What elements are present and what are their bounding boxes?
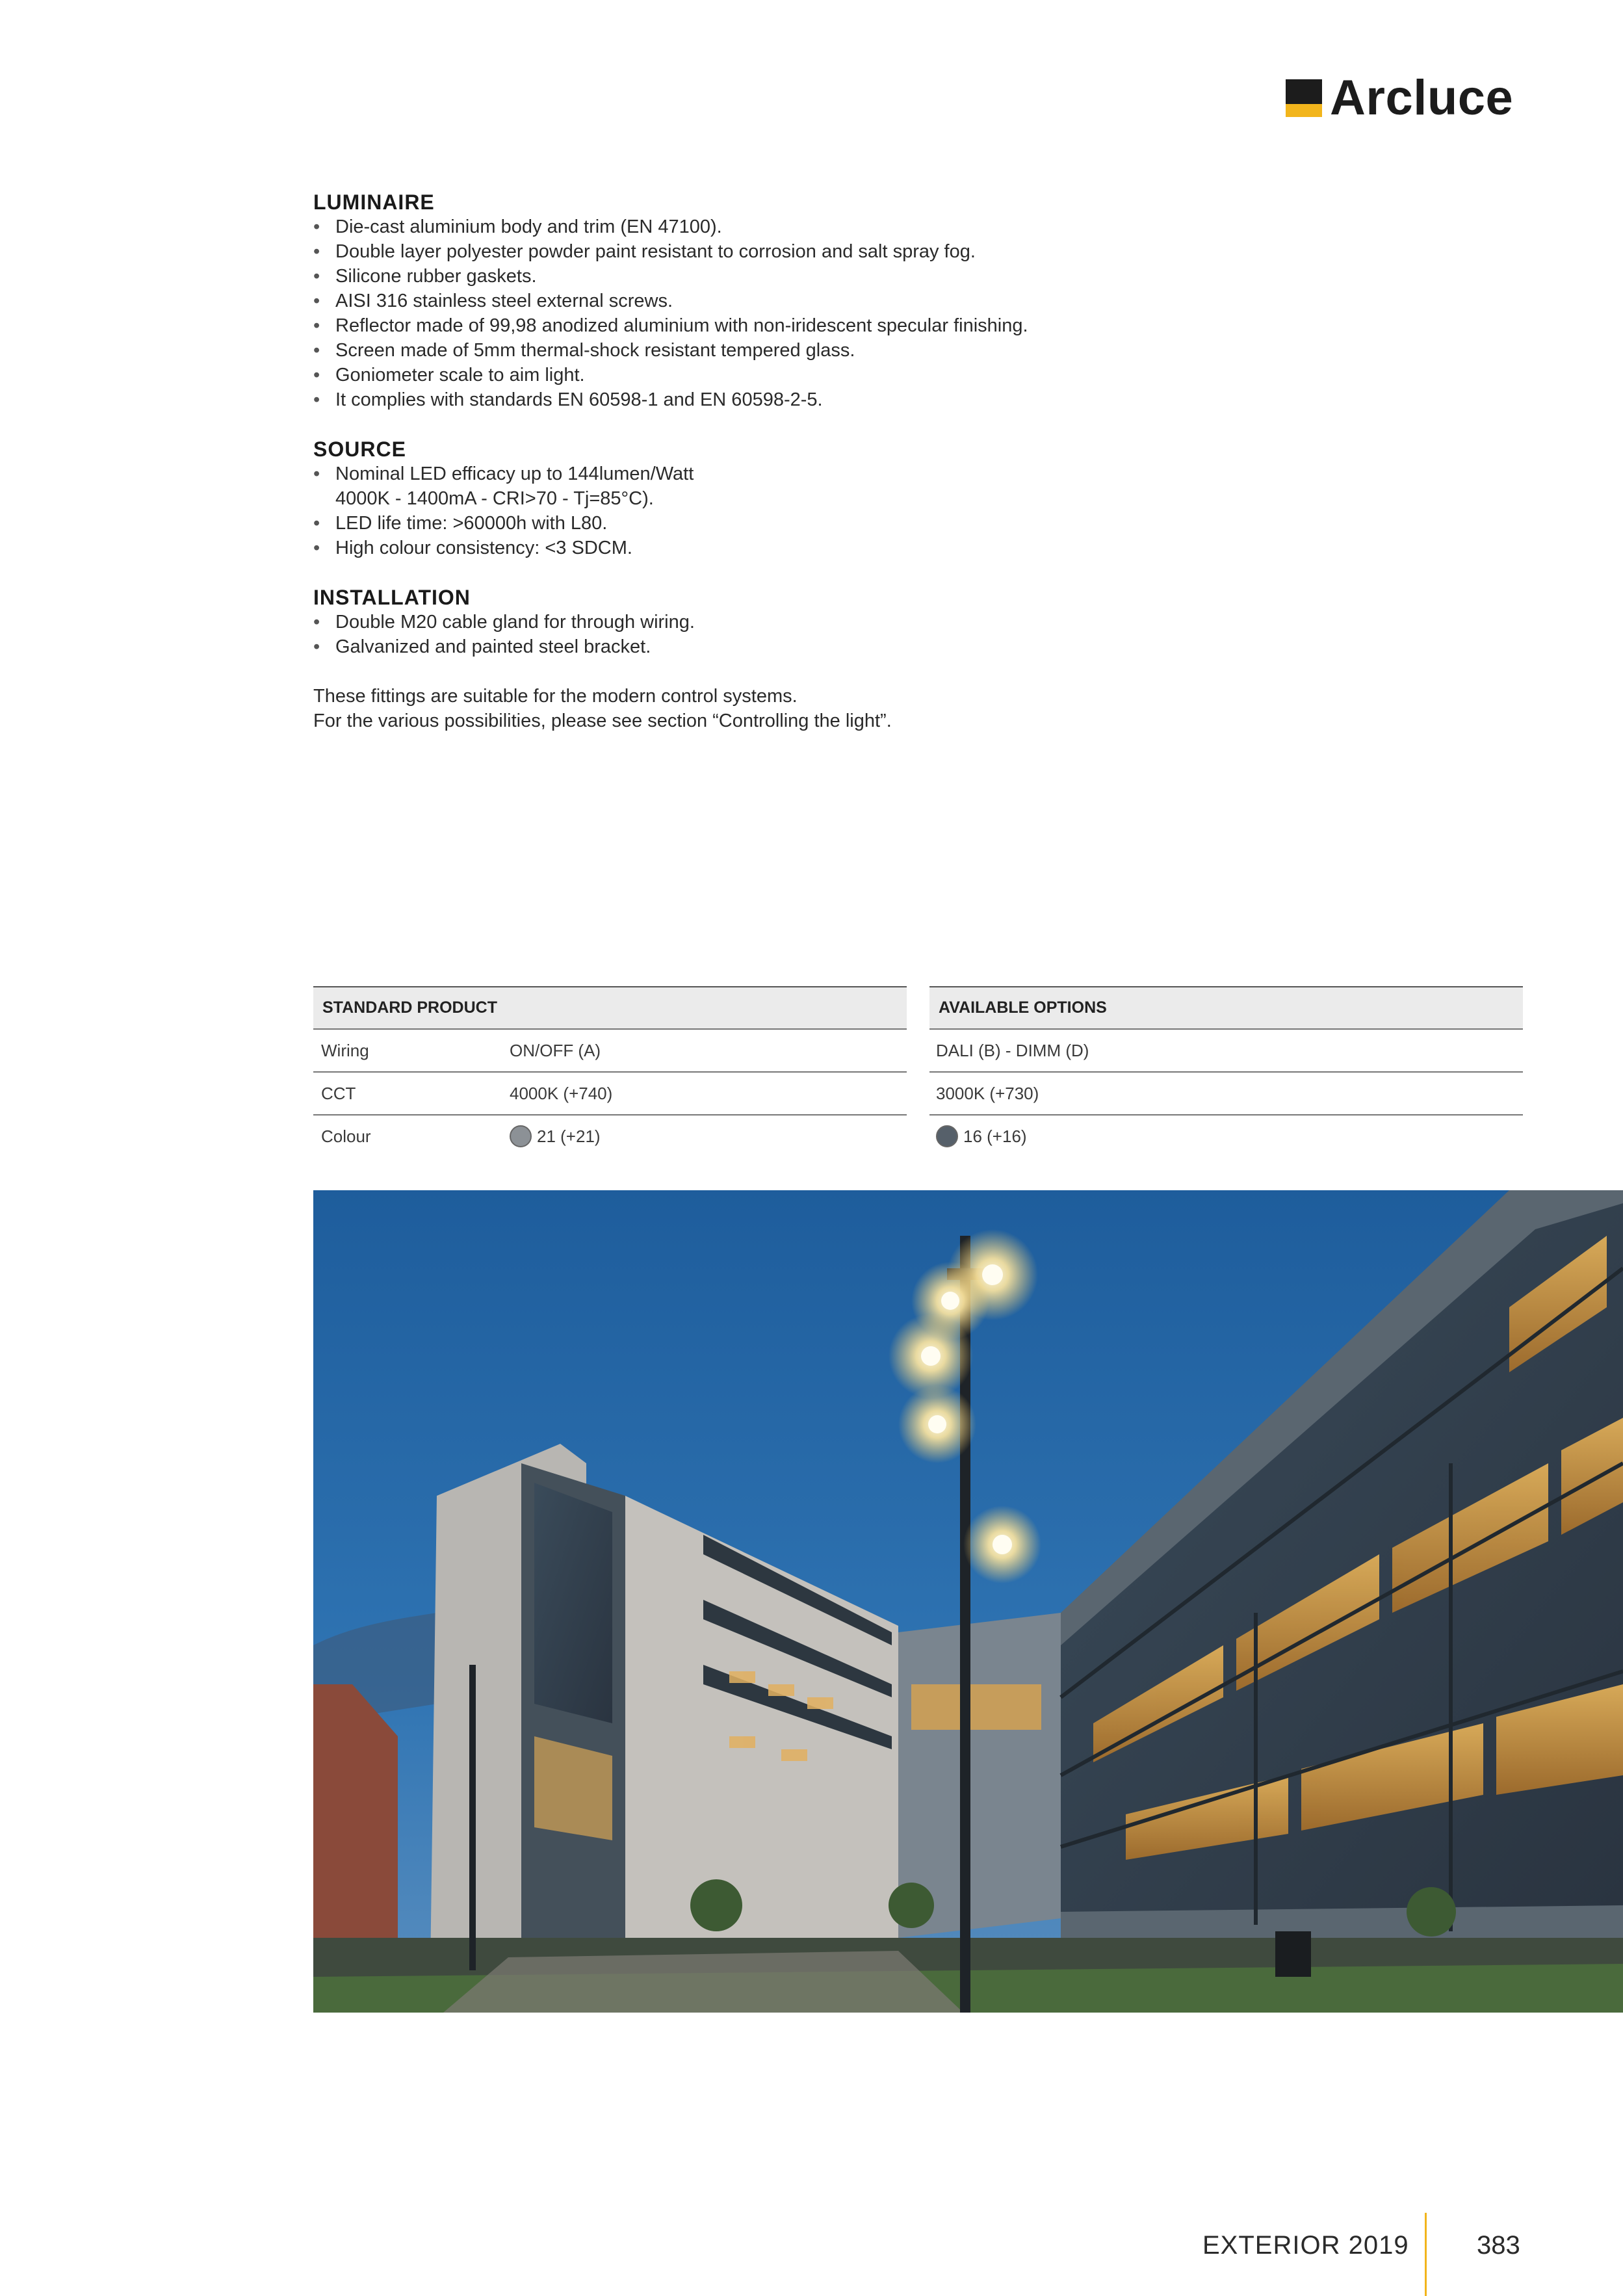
table-row — [313, 1115, 907, 1157]
list-item: • High colour consistency: <3 SDCM. — [313, 536, 1223, 560]
list-item: • It complies with standards EN 60598-1 and EN 60598-2-5. — [313, 387, 1223, 412]
list-item: • Silicone rubber gaskets. — [313, 264, 1223, 289]
list-item: • Die-cast aluminium body and trim (EN 47100). — [313, 215, 1223, 239]
row-value-text: 3000K (+730) — [936, 1083, 1039, 1103]
row-value — [510, 1084, 612, 1104]
row-value-text: 21 (+21) — [537, 1126, 601, 1146]
list-item: • Goniometer scale to aim light. — [313, 363, 1223, 387]
list-item: • Nominal LED efficacy up to 144lumen/Watt 4000K - 1400mA - CRI>70 - Tj=85°C). — [313, 462, 1223, 511]
note-line: These fittings are suitable for the modern control systems. — [313, 686, 798, 707]
list-item: • Screen made of 5mm thermal-shock resistant tempered glass. — [313, 338, 1223, 363]
page-number: 383 — [1477, 2231, 1520, 2260]
available-options-table — [929, 986, 1523, 1157]
row-value — [510, 1125, 601, 1147]
footer-divider — [1425, 2213, 1427, 2296]
section-title-source: SOURCE — [313, 437, 406, 461]
list-item: • LED life time: >60000h with L80. — [313, 511, 1223, 536]
logo-mark-icon — [1286, 79, 1322, 117]
colour-swatch-icon — [510, 1125, 532, 1147]
brand-logo — [1286, 70, 1514, 125]
installation-photo — [313, 1190, 1623, 2013]
list-item: • Double layer polyester powder paint resistant to corrosion and salt spray fog. — [313, 239, 1223, 264]
spec-text — [313, 190, 1223, 733]
list-item: • AISI 316 stainless steel external screws. — [313, 289, 1223, 313]
table-header: AVAILABLE OPTIONS — [929, 987, 1523, 1030]
row-value-text: DALI (B) - DIMM (D) — [936, 1040, 1089, 1060]
standard-product-table — [313, 986, 907, 1157]
row-value — [929, 1125, 1027, 1147]
table-row — [929, 1115, 1523, 1157]
table-row — [929, 1073, 1523, 1115]
row-value — [510, 1041, 601, 1061]
installation-list — [313, 610, 1223, 659]
row-key: Colour — [321, 1126, 371, 1146]
row-value — [929, 1041, 1089, 1061]
row-value — [929, 1084, 1039, 1104]
table-row — [929, 1030, 1523, 1073]
luminaire-list — [313, 215, 1223, 412]
source-list — [313, 462, 1223, 560]
list-item: • Reflector made of 99,98 anodized aluminium with non-iridescent specular finishing. — [313, 313, 1223, 338]
note-line: For the various possibilities, please see section “Controlling the light”. — [313, 711, 892, 731]
brand-name: Arcluce — [1330, 70, 1514, 125]
section-title-luminaire: LUMINAIRE — [313, 190, 435, 214]
row-key: CCT — [321, 1083, 356, 1103]
row-value-text: 16 (+16) — [963, 1126, 1027, 1146]
list-item: • Double M20 cable gland for through wiring. — [313, 610, 1223, 634]
list-item: • Galvanized and painted steel bracket. — [313, 634, 1223, 659]
section-title-installation: INSTALLATION — [313, 586, 471, 609]
row-value-text: ON/OFF (A) — [510, 1040, 601, 1060]
footer-label: EXTERIOR 2019 — [1202, 2231, 1409, 2260]
table-row — [313, 1030, 907, 1073]
table-header: STANDARD PRODUCT — [313, 987, 907, 1030]
row-value-text: 4000K (+740) — [510, 1083, 613, 1103]
row-key: Wiring — [321, 1040, 369, 1060]
table-row — [313, 1073, 907, 1115]
colour-swatch-icon — [936, 1125, 958, 1147]
